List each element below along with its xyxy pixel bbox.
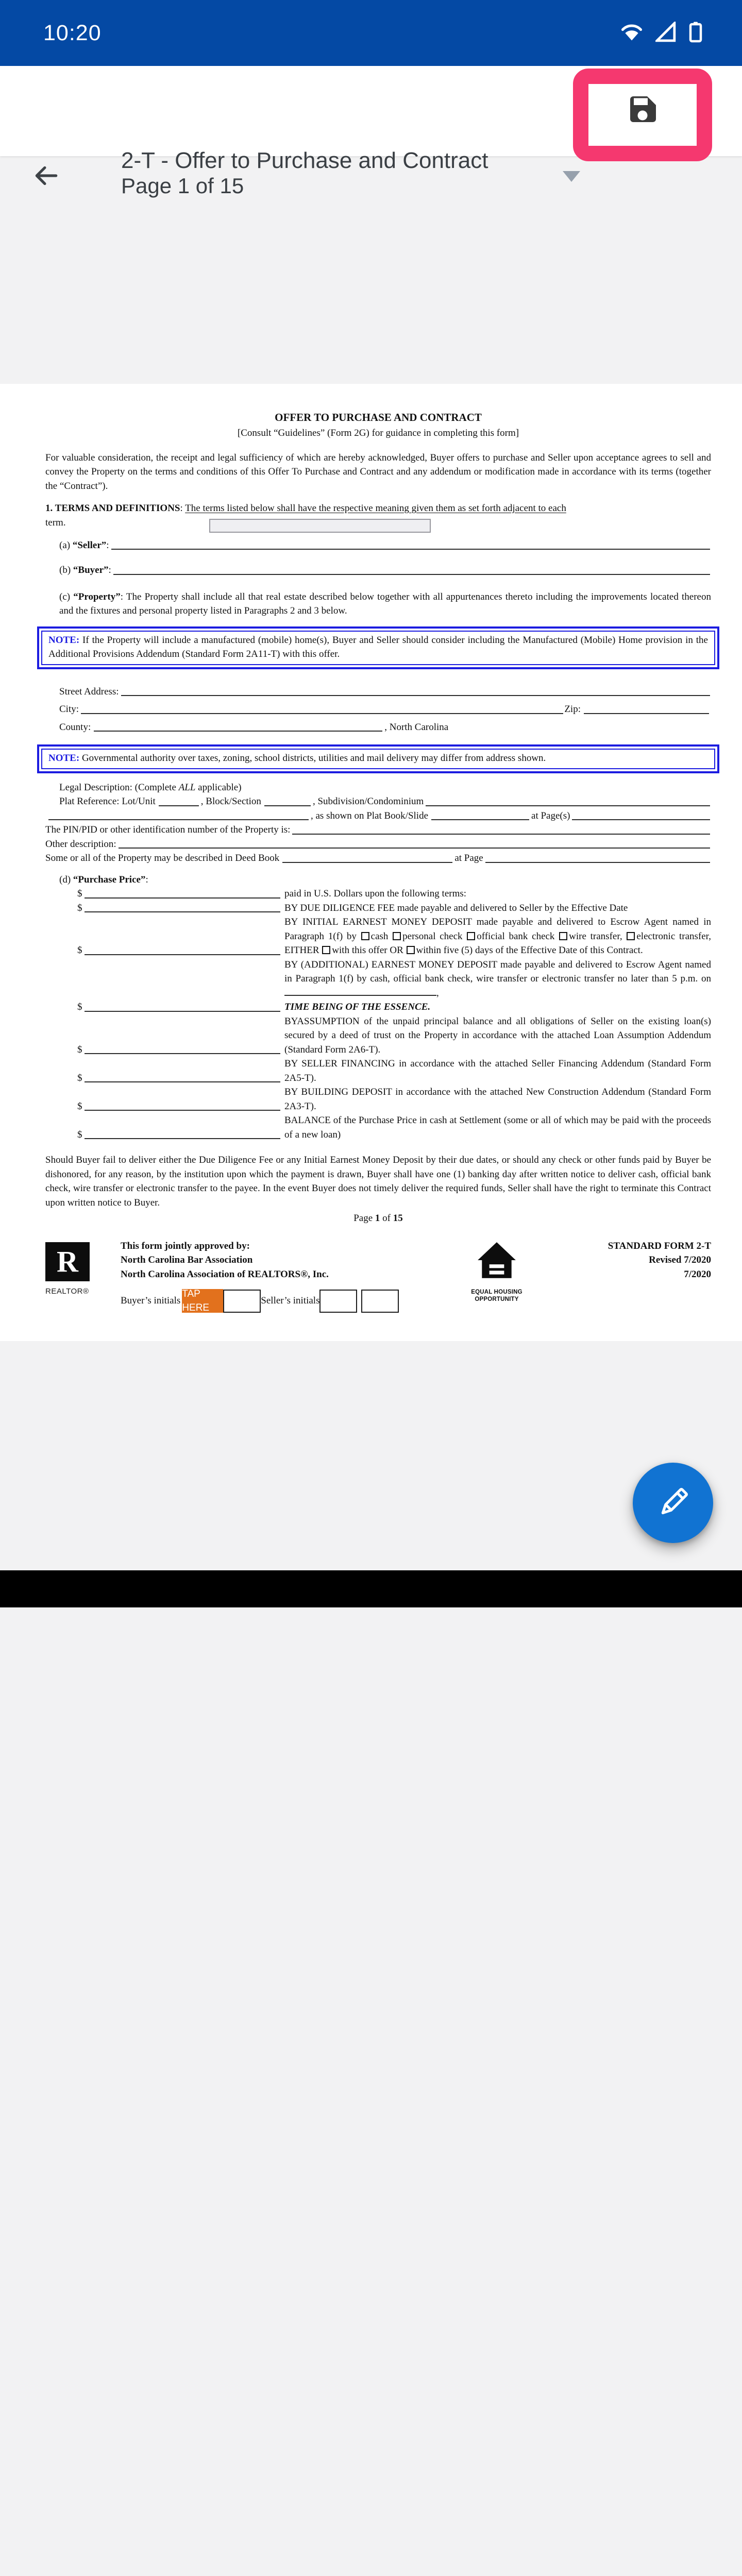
blank-field <box>119 848 710 849</box>
doc-line: Some or all of the Property may be described in Deed Book at Page <box>45 851 711 866</box>
document-page <box>0 384 742 1341</box>
save-floppy-icon <box>629 95 657 123</box>
initials-row <box>121 1289 461 1313</box>
realtor-logo-icon: R <box>45 1242 90 1281</box>
doc-line: term. <box>45 516 711 536</box>
arrow-back-icon <box>32 162 60 190</box>
doc-center: OFFER TO PURCHASE AND CONTRACT <box>275 411 482 423</box>
buyers-initials-label: Buyer’s initials <box>121 1295 181 1307</box>
navigation-bar <box>0 1570 742 1607</box>
document-title-dropdown[interactable] <box>121 147 488 198</box>
blank-field <box>121 695 710 696</box>
price-row: $ BY DUE DILIGENCE FEE made payable and delivered to Seller by the Effective Date <box>77 902 628 913</box>
amount-blank-field <box>85 897 281 899</box>
page-title: 2-T - Offer to Purchase and Contract <box>121 148 488 173</box>
blank-field <box>572 819 710 820</box>
blank-field <box>426 805 710 806</box>
document-footer <box>45 1239 711 1314</box>
seller-initials-box-1[interactable] <box>319 1290 357 1313</box>
checkbox-icon <box>627 932 635 940</box>
buyer-initials-box[interactable] <box>223 1290 261 1313</box>
blank-field <box>94 731 382 732</box>
tap-here-button[interactable]: TAP HERE <box>182 1289 223 1313</box>
price-row: $ BY BUILDING DEPOSIT in accordance with the attached New Construction Addendum (Standard Form 2A3-T). <box>77 1087 711 1112</box>
doc-para: 1. TERMS AND DEFINITIONS: The terms listed below shall have the respective meaning given them as set forth adjacent to each <box>45 503 566 514</box>
sellers-initials-label: Seller’s initials <box>261 1295 320 1307</box>
doc-center: Page 1 of 15 <box>353 1213 403 1224</box>
price-row: $ BY INITIAL EARNEST MONEY DEPOSIT made payable and delivered to Escrow Agent named in Paragraph 1(f) by cash personal check official bank check wire transfer, electronic transfer, EITHER with this offer OR within five (5) days of the Effective Date of this Contract. <box>77 917 711 956</box>
doc-para: (c) “Property”: The Property shall include all that real estate described below together with all appurtenances thereto including the improvements located thereon and the fixtures and personal property listed in Paragraphs 2 and 3 below. <box>59 591 711 616</box>
pencil-icon <box>654 1484 692 1522</box>
chevron-down-icon[interactable] <box>563 171 580 182</box>
doc-line: Legal Description: (Complete ALL applicable) <box>59 782 242 793</box>
checkbox-icon <box>361 932 369 940</box>
price-row: $ BY (ADDITIONAL) EARNEST MONEY DEPOSIT made payable and delivered to Escrow Agent named in Paragraph 1(f) by cash, official bank check, wire transfer or electronic transfer no later than 5 p.m. on , TIME BEING OF THE ESSENCE. <box>77 959 711 1012</box>
blank-field <box>431 819 529 820</box>
blank-field <box>159 805 199 806</box>
blank-field <box>81 713 563 714</box>
wifi-icon <box>620 22 643 44</box>
blank-field <box>282 862 452 863</box>
doc-line: (b) “Buyer” : <box>45 563 711 578</box>
doc-line: The PIN/PID or other identification number of the Property is: <box>45 823 711 837</box>
doc-line: (d) “Purchase Price” : <box>59 874 148 885</box>
status-bar <box>0 0 742 66</box>
doc-line: County: , North Carolina <box>59 721 449 733</box>
footer-approvals: This form jointly approved by: North Carolina Bar Association North Carolina Association of REALTORS®, Inc. Buyer’s initials TAP HERE Seller’s initials <box>121 1239 461 1314</box>
battery-icon <box>688 21 703 45</box>
blank-field <box>284 986 436 995</box>
blank-field <box>264 805 311 806</box>
doc-line: City: Zip: <box>45 702 711 717</box>
doc-line: Plat Reference: Lot/Unit , Block/Section , Subdivision/Condominium <box>45 794 711 809</box>
blank-field <box>584 713 709 714</box>
status-time: 10:20 <box>43 20 102 45</box>
doc-line: (a) “Seller” : <box>45 538 711 553</box>
equal-housing-logo: EQUAL HOUSING OPPORTUNITY <box>461 1239 533 1314</box>
equal-housing-icon <box>476 1240 518 1282</box>
doc-line: , as shown on Plat Book/Slide at Page(s) <box>45 809 711 823</box>
price-row: $ BY SELLER FINANCING in accordance with the attached Seller Financing Addendum (Standard Form 2A5-T). <box>77 1058 711 1083</box>
doc-para: For valuable consideration, the receipt and legal sufficiency of which are hereby acknowledged, Buyer offers to purchase and Seller upon acceptance agrees to sell and convey the Property on the terms and conditions of this Offer To Purchase and Contract and any addendum or modification made in accordance with its terms (together the “Contract”). <box>45 452 711 492</box>
footer-form-info: STANDARD FORM 2-T Revised 7/2020 7/2020 <box>608 1240 711 1280</box>
checkbox-icon <box>393 932 401 940</box>
price-row: $ BALANCE of the Purchase Price in cash at Settlement (some or all of which may be paid with the proceeds of a new loan) <box>77 1115 711 1140</box>
blank-field <box>485 862 710 863</box>
checkbox-icon <box>467 932 475 940</box>
checkbox-icon <box>322 946 330 954</box>
blank-field <box>111 549 710 550</box>
amount-blank-field <box>85 1110 281 1111</box>
document-body <box>45 410 711 1226</box>
note-box: NOTE: If the Property will include a manufactured (mobile) home(s), Buyer and Seller should consider including the Manufactured (Mobile) Home provision in the Additional Provisions Addendum (Standard Form 2A11-T) with this offer. <box>37 626 719 669</box>
amount-blank-field <box>85 1081 281 1082</box>
price-row: $ BYASSUMPTION of the unpaid principal balance and all obligations of Seller on the existing loan(s) secured by a deed of trust on the Property in accordance with the attached Loan Assumption Addendum (Standard Form 2A6-T). <box>77 1015 711 1055</box>
blank-field <box>113 574 710 575</box>
status-icons <box>620 21 703 45</box>
amount-blank-field <box>85 1138 281 1139</box>
checkbox-icon <box>407 946 415 954</box>
doc-center: [Consult “Guidelines” (Form 2G) for guidance in completing this form] <box>237 428 519 438</box>
page-subtitle: Page 1 of 15 <box>121 174 244 198</box>
back-button[interactable] <box>32 162 60 190</box>
doc-para: Should Buyer fail to deliver either the Due Diligence Fee or any Initial Earnest Money Deposit by their due dates, or should any check or other funds paid by Buyer be dishonored, for any reason, by the institution upon which the payment is drawn, Buyer shall have one (1) banking day after written notice to deliver cash, official bank check, wire transfer or electronic transfer to the payee. In the event Buyer does not timely deliver the required funds, Seller shall have the right to terminate this Contract upon written notice to Buyer. <box>45 1155 711 1208</box>
save-button[interactable] <box>629 95 657 123</box>
doc-line: Street Address: <box>45 685 711 699</box>
note-box: NOTE: Governmental authority over taxes, zoning, school districts, utilities and mail delivery may differ from address shown. <box>37 744 719 773</box>
edit-fab-button[interactable] <box>633 1463 713 1543</box>
doc-line: Other description: <box>45 837 711 852</box>
form-input-field[interactable] <box>209 519 431 533</box>
amount-blank-field <box>85 1011 281 1012</box>
blank-field <box>48 819 309 820</box>
amount-blank-field <box>85 1053 281 1054</box>
amount-blank-field <box>85 954 281 955</box>
checkbox-icon <box>559 932 567 940</box>
price-row: $ paid in U.S. Dollars upon the following terms: <box>77 888 467 899</box>
blank-field <box>292 834 710 835</box>
seller-initials-box-2[interactable] <box>361 1290 399 1313</box>
amount-blank-field <box>85 911 281 912</box>
cellular-signal-icon <box>655 22 676 45</box>
realtor-logo: R REALTOR® <box>45 1239 121 1314</box>
